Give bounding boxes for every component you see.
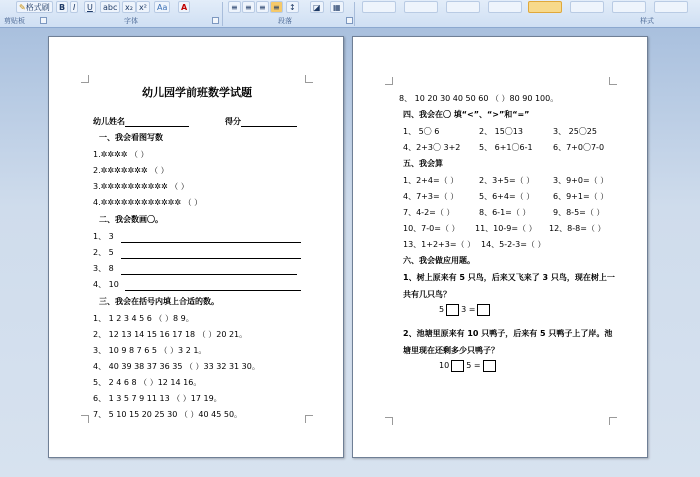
list-item: 9、8-5=（ ）: [553, 208, 605, 217]
justify-icon: ≡: [273, 3, 280, 12]
document-page-2[interactable]: [352, 36, 648, 458]
list-item: 14、5-2-3=（ ）: [481, 240, 546, 249]
drawing-line[interactable]: [121, 242, 301, 243]
list-item: 1.✲✲✲✲ （ ）: [93, 150, 149, 159]
crop-mark: [385, 417, 393, 425]
name-field[interactable]: [125, 118, 189, 127]
border-icon: ▦: [333, 3, 341, 12]
clipboard-dialog-launcher[interactable]: [40, 17, 47, 24]
answer-box[interactable]: [446, 304, 459, 316]
list-item: 7、4-2=（ ）: [403, 208, 455, 217]
list-item: 2、 15〇13: [479, 127, 523, 136]
justify-button[interactable]: [270, 1, 283, 13]
answer-box[interactable]: [483, 360, 496, 372]
star-icon: ✲✲✲✲✲✲✲✲✲✲: [100, 182, 168, 191]
align-right-button[interactable]: [256, 1, 269, 13]
paint-bucket-icon: ◪: [313, 3, 321, 12]
list-item: 1、 3: [93, 232, 114, 241]
list-item: 6、9+1=（ ）: [553, 192, 609, 201]
list-item: 10、7-0=（ ）: [403, 224, 460, 233]
name-label: 幼儿姓名: [93, 117, 189, 127]
style-title[interactable]: [570, 1, 604, 13]
list-item: 6、 1 3 5 7 9 11 13 （ ）17 19。: [93, 394, 222, 403]
list-item: 4、 40 39 38 37 36 35 （ ）33 32 31 30。: [93, 362, 260, 371]
crop-mark: [609, 77, 617, 85]
underline-button[interactable]: U: [84, 1, 96, 13]
font-group-label: 字体: [124, 17, 138, 25]
list-item: 2、 12 13 14 15 16 17 18 （ ）20 21。: [93, 330, 248, 339]
drawing-line[interactable]: [121, 258, 301, 259]
crop-mark: [305, 75, 313, 83]
crop-mark: [609, 417, 617, 425]
section-2-heading: 二、我会数画〇。: [99, 215, 163, 224]
question-2-equation: 10 5 =: [439, 359, 498, 373]
style-normal[interactable]: [362, 1, 396, 13]
format-painter-button[interactable]: ✎格式刷: [16, 1, 53, 13]
borders-button[interactable]: [330, 1, 344, 13]
style-subtitle[interactable]: [612, 1, 646, 13]
list-item: 2、 5: [93, 248, 114, 257]
list-item: 6、7+0〇7-0: [553, 143, 605, 152]
crop-mark: [81, 75, 89, 83]
list-item: 1、 5〇 6: [403, 127, 440, 136]
style-emphasis[interactable]: [654, 1, 688, 13]
drawing-line[interactable]: [125, 290, 301, 291]
section-3-heading: 三、我会在括号内填上合适的数。: [99, 297, 219, 306]
list-item: 4.✲✲✲✲✲✲✲✲✲✲✲✲ （ ）: [93, 198, 203, 207]
style-heading-2[interactable]: [488, 1, 522, 13]
align-left-icon: ≡: [231, 3, 238, 12]
style-selected[interactable]: [528, 1, 562, 13]
list-item: 4、2+3〇 3+2: [403, 143, 461, 152]
bold-button[interactable]: B: [56, 1, 68, 13]
question-2-text: 塘里现在还剩多少只鸭子？: [403, 346, 499, 355]
line-spacing-icon: ↕: [289, 3, 296, 12]
style-heading-1[interactable]: [446, 1, 480, 13]
ribbon-toolbar: [0, 0, 700, 28]
section-5-heading: 五、我会算: [403, 159, 443, 168]
list-item: 3、9+0=（ ）: [553, 176, 609, 185]
ribbon-separator: [222, 2, 223, 26]
document-workspace: [0, 28, 700, 477]
question-2-text: 2、池塘里原来有 10 只鸭子，后来有 5 只鸭子上了岸。池: [403, 329, 613, 338]
list-item: 13、1+2+3=（ ）: [403, 240, 476, 249]
shading-button[interactable]: [310, 1, 324, 13]
line-spacing-button[interactable]: [286, 1, 299, 13]
page-title: 幼儿园学前班数学试题: [142, 86, 252, 99]
star-icon: ✲✲✲✲: [100, 150, 128, 159]
star-icon: ✲✲✲✲✲✲✲: [100, 166, 148, 175]
list-item: 1、2+4=（ ）: [403, 176, 459, 185]
align-right-icon: ≡: [259, 3, 266, 12]
question-1-text: 共有几只鸟？: [403, 290, 451, 299]
align-left-button[interactable]: [228, 1, 241, 13]
crop-mark: [81, 415, 89, 423]
paragraph-dialog-launcher[interactable]: [346, 17, 353, 24]
list-item: 3、 8: [93, 264, 114, 273]
section-1-heading: 一、我会看图写数: [99, 133, 163, 142]
crop-mark: [305, 415, 313, 423]
align-center-button[interactable]: [242, 1, 255, 13]
align-center-icon: ≡: [245, 3, 252, 12]
text-effects-icon: Aa: [157, 3, 168, 12]
section-4-heading: 四、我会在〇 填“<”、“>”和“=”: [403, 110, 530, 119]
brush-icon: ✎: [19, 3, 26, 12]
score-label: 得分: [225, 117, 297, 127]
italic-button[interactable]: I: [70, 1, 78, 13]
list-item: 5、 2 4 6 8 （ ）12 14 16。: [93, 378, 202, 387]
answer-box[interactable]: [477, 304, 490, 316]
list-item: 8、6-1=（ ）: [479, 208, 531, 217]
question-1-text: 1、树上原来有 5 只鸟，后来又飞来了 3 只鸟，现在树上一: [403, 273, 615, 282]
answer-box[interactable]: [451, 360, 464, 372]
font-dialog-launcher[interactable]: [212, 17, 219, 24]
list-item: 8、 10 20 30 40 50 60 （ ）80 90 100。: [399, 94, 559, 103]
drawing-line[interactable]: [121, 274, 297, 275]
list-item: 4、 10: [93, 280, 119, 289]
crop-mark: [385, 77, 393, 85]
list-item: 2.✲✲✲✲✲✲✲ （ ）: [93, 166, 169, 175]
font-color-button[interactable]: A: [178, 1, 190, 13]
list-item: 12、8-8=（ ）: [549, 224, 606, 233]
subscript-button[interactable]: x₂: [122, 1, 136, 13]
question-1-equation: 5 3 =: [439, 303, 492, 317]
section-6-heading: 六、我会做应用题。: [403, 256, 475, 265]
list-item: 2、3+5=（ ）: [479, 176, 535, 185]
text-effects-button[interactable]: [154, 1, 170, 13]
paragraph-group-label: 段落: [278, 17, 292, 25]
styles-group-label: 样式: [640, 17, 654, 25]
list-item: 7、 5 10 15 20 25 30 （ ）40 45 50。: [93, 410, 243, 419]
superscript-button[interactable]: x²: [136, 1, 150, 13]
list-item: 5、 6+1〇6-1: [479, 143, 533, 152]
list-item: 5、6+4=（ ）: [479, 192, 535, 201]
document-page-1[interactable]: [48, 36, 344, 458]
list-item: 3、 25〇25: [553, 127, 597, 136]
clipboard-group-label: 剪贴板: [4, 17, 25, 25]
star-icon: ✲✲✲✲✲✲✲✲✲✲✲✲: [100, 198, 182, 207]
list-item: 3、 10 9 8 7 6 5 （ ）3 2 1。: [93, 346, 207, 355]
ribbon-separator: [354, 2, 355, 26]
list-item: 4、7+3=（ ）: [403, 192, 459, 201]
list-item: 3.✲✲✲✲✲✲✲✲✲✲ （ ）: [93, 182, 189, 191]
list-item: 11、10-9=（ ）: [475, 224, 537, 233]
score-field[interactable]: [241, 118, 297, 127]
strikethrough-button[interactable]: abc: [100, 1, 120, 13]
list-item: 1、 1 2 3 4 5 6 （ ）8 9。: [93, 314, 194, 323]
style-no-spacing[interactable]: [404, 1, 438, 13]
